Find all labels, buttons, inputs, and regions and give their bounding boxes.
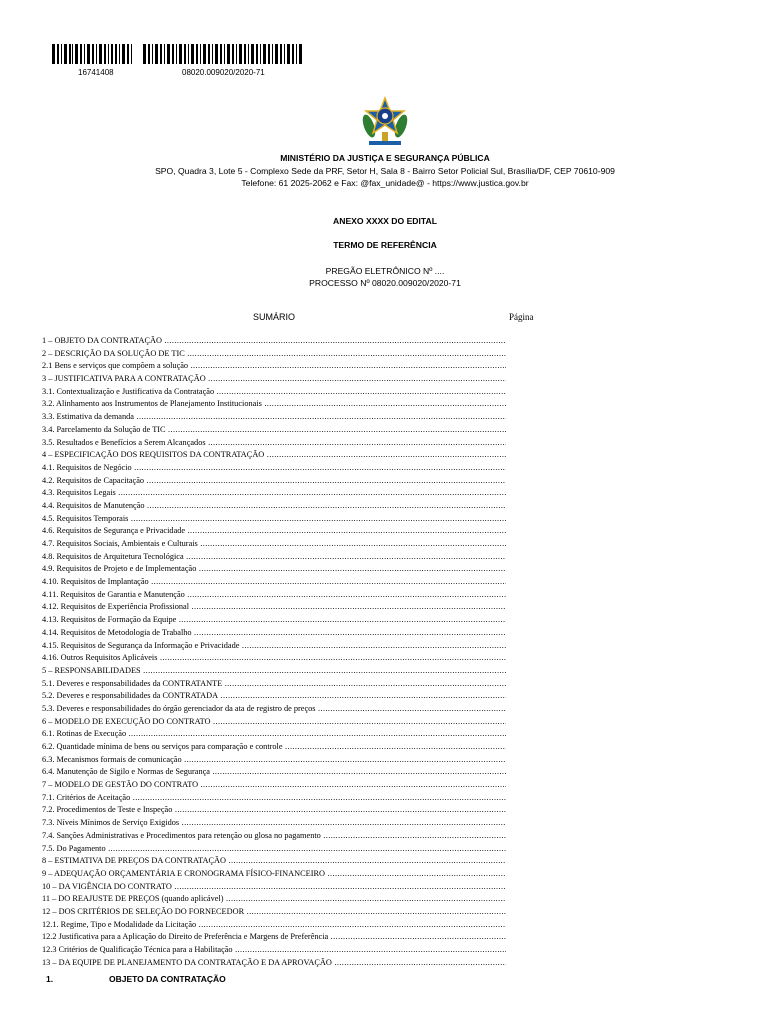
toc-entry[interactable]: 4.14. Requisitos de Metodologia de Trabalho ..... <box>42 627 506 640</box>
page-column-label: Página <box>509 312 534 322</box>
toc-entry[interactable]: 3.2. Alinhamento aos Instrumentos de Planejamento Institucionais ..... <box>42 398 506 411</box>
toc-entry[interactable]: 7.4. Sanções Administrativas e Procedimentos para retenção ou glosa no pagamento ..... <box>42 830 506 843</box>
toc-entry[interactable]: 4.8. Requisitos de Arquitetura Tecnológica ..... <box>42 551 506 564</box>
toc-entry[interactable]: 4.1. Requisitos de Negócio ..... <box>42 462 506 475</box>
ministry-name: MINISTÉRIO DA JUSTIÇA E SEGURANÇA PÚBLICA <box>280 153 490 163</box>
toc-entry[interactable]: 1 – OBJETO DA CONTRATAÇÃO ..... <box>42 335 506 348</box>
toc-entry[interactable]: 12 – DOS CRITÉRIOS DE SELEÇÃO DO FORNECEDOR ..... <box>42 906 506 919</box>
pregao-line: PREGÃO ELETRÔNICO Nº .... <box>325 266 445 276</box>
toc-entry[interactable]: 12.2 Justificativa para a Aplicação do Direito de Preferência e Margens de Preferência ..... <box>42 931 506 944</box>
phone-line: Telefone: 61 2025-2062 e Fax: @fax_unidade@ - https://www.justica.gov.br <box>241 178 529 188</box>
toc-entry[interactable]: 7.5. Do Pagamento ..... <box>42 843 506 856</box>
toc-entry[interactable]: 10 – DA VIGÊNCIA DO CONTRATO ..... <box>42 881 506 894</box>
address-line: SPO, Quadra 3, Lote 5 - Complexo Sede da PRF, Setor H, Sala 8 - Bairro Setor Policial Sul, Brasília/DF, CEP 70610-909 <box>155 166 615 176</box>
toc-entry[interactable]: 4 – ESPECIFICAÇÃO DOS REQUISITOS DA CONTRATAÇÃO ..... <box>42 449 506 462</box>
toc-entry[interactable]: 3.5. Resultados e Benefícios a Serem Alcançados ..... <box>42 437 506 450</box>
toc-entry[interactable]: 4.2. Requisitos de Capacitação ..... <box>42 475 506 488</box>
toc-entry[interactable]: 2.1 Bens e serviços que compõem a solução ..... <box>42 360 506 373</box>
toc-entry[interactable]: 5.2. Deveres e responsabilidades da CONTRATADA ..... <box>42 690 506 703</box>
barcode-gap <box>132 44 134 64</box>
toc-entry[interactable]: 4.10. Requisitos de Implantação ..... <box>42 576 506 589</box>
barcode-right-number: 08020.009020/2020-71 <box>182 68 265 77</box>
toc-entry[interactable]: 4.5. Requisitos Temporais ..... <box>42 513 506 526</box>
toc-entry[interactable]: 3.4. Parcelamento da Solução de TIC ..... <box>42 424 506 437</box>
toc-entry[interactable]: 3.3. Estimativa da demanda ..... <box>42 411 506 424</box>
table-of-contents <box>42 335 506 969</box>
toc-entry[interactable]: 12.3 Critérios de Qualificação Técnica para a Habilitação ..... <box>42 944 506 957</box>
toc-entry[interactable]: 11 – DO REAJUSTE DE PREÇOS (quando aplicável) ..... <box>42 893 506 906</box>
toc-entry[interactable]: 7.1. Critérios de Aceitação ..... <box>42 792 506 805</box>
toc-entry[interactable]: 5.1. Deveres e responsabilidades da CONTRATANTE ..... <box>42 678 506 691</box>
section-title: OBJETO DA CONTRATAÇÃO <box>109 974 226 984</box>
toc-entry[interactable]: 4.15. Requisitos de Segurança da Informação e Privacidade ..... <box>42 640 506 653</box>
toc-entry[interactable]: 8 – ESTIMATIVA DE PREÇOS DA CONTRATAÇÃO ..... <box>42 855 506 868</box>
barcode-gap <box>302 44 304 64</box>
annex-title: ANEXO XXXX DO EDITAL <box>333 216 437 226</box>
toc-entry[interactable]: 6 – MODELO DE EXECUÇÃO DO CONTRATO ..... <box>42 716 506 729</box>
summary-title: SUMÁRIO <box>253 312 296 322</box>
toc-entry[interactable]: 5 – RESPONSABILIDADES ..... <box>42 665 506 678</box>
coat-of-arms-icon <box>359 96 411 148</box>
barcode-right <box>143 44 305 64</box>
toc-entry[interactable]: 4.11. Requisitos de Garantia e Manutenção ..... <box>42 589 506 602</box>
toc-entry[interactable]: 2 – DESCRIÇÃO DA SOLUÇÃO DE TIC ..... <box>42 348 506 361</box>
barcode-left <box>52 44 134 64</box>
toc-entry[interactable]: 7.2. Procedimentos de Teste e Inspeção ..... <box>42 804 506 817</box>
toc-entry[interactable]: 5.3. Deveres e responsabilidades do órgão gerenciador da ata de registro de preços ..... <box>42 703 506 716</box>
toc-entry[interactable]: 6.4. Manutenção de Sigilo e Normas de Segurança ..... <box>42 766 506 779</box>
toc-entry[interactable]: 6.3. Mecanismos formais de comunicação ..... <box>42 754 506 767</box>
toc-entry[interactable]: 4.16. Outros Requisitos Aplicáveis ..... <box>42 652 506 665</box>
toc-entry[interactable]: 13 – DA EQUIPE DE PLANEJAMENTO DA CONTRATAÇÃO E DA APROVAÇÃO ..... <box>42 957 506 970</box>
toc-entry[interactable]: 3 – JUSTIFICATIVA PARA A CONTRATAÇÃO ..... <box>42 373 506 386</box>
toc-entry[interactable]: 4.6. Requisitos de Segurança e Privacidade ..... <box>42 525 506 538</box>
toc-entry[interactable]: 4.13. Requisitos de Formação da Equipe ..... <box>42 614 506 627</box>
toc-entry[interactable]: 4.9. Requisitos de Projeto e de Implementação ..... <box>42 563 506 576</box>
toc-entry[interactable]: 6.1. Rotinas de Execução ..... <box>42 728 506 741</box>
section-number: 1. <box>46 974 54 984</box>
processo-line: PROCESSO Nº 08020.009020/2020-71 <box>309 278 461 288</box>
toc-entry[interactable]: 4.12. Requisitos de Experiência Profissional ..... <box>42 601 506 614</box>
toc-entry[interactable]: 7 – MODELO DE GESTÃO DO CONTRATO ..... <box>42 779 506 792</box>
barcode-left-number: 16741408 <box>78 68 114 77</box>
toc-entry[interactable]: 4.3. Requisitos Legais ..... <box>42 487 506 500</box>
toc-entry[interactable]: 9 – ADEQUAÇÃO ORÇAMENTÁRIA E CRONOGRAMA FÍSICO-FINANCEIRO ..... <box>42 868 506 881</box>
toc-entry[interactable]: 12.1. Regime, Tipo e Modalidade da Licitação ..... <box>42 919 506 932</box>
toc-entry[interactable]: 7.3. Níveis Mínimos de Serviço Exigidos ..... <box>42 817 506 830</box>
toc-entry[interactable]: 4.4. Requisitos de Manutenção ..... <box>42 500 506 513</box>
toc-entry[interactable]: 3.1. Contextualização e Justificativa da Contratação ..... <box>42 386 506 399</box>
term-title: TERMO DE REFERÊNCIA <box>333 240 437 250</box>
toc-entry[interactable]: 4.7. Requisitos Sociais, Ambientais e Culturais ..... <box>42 538 506 551</box>
toc-entry[interactable]: 6.2. Quantidade mínima de bens ou serviços para comparação e controle ..... <box>42 741 506 754</box>
